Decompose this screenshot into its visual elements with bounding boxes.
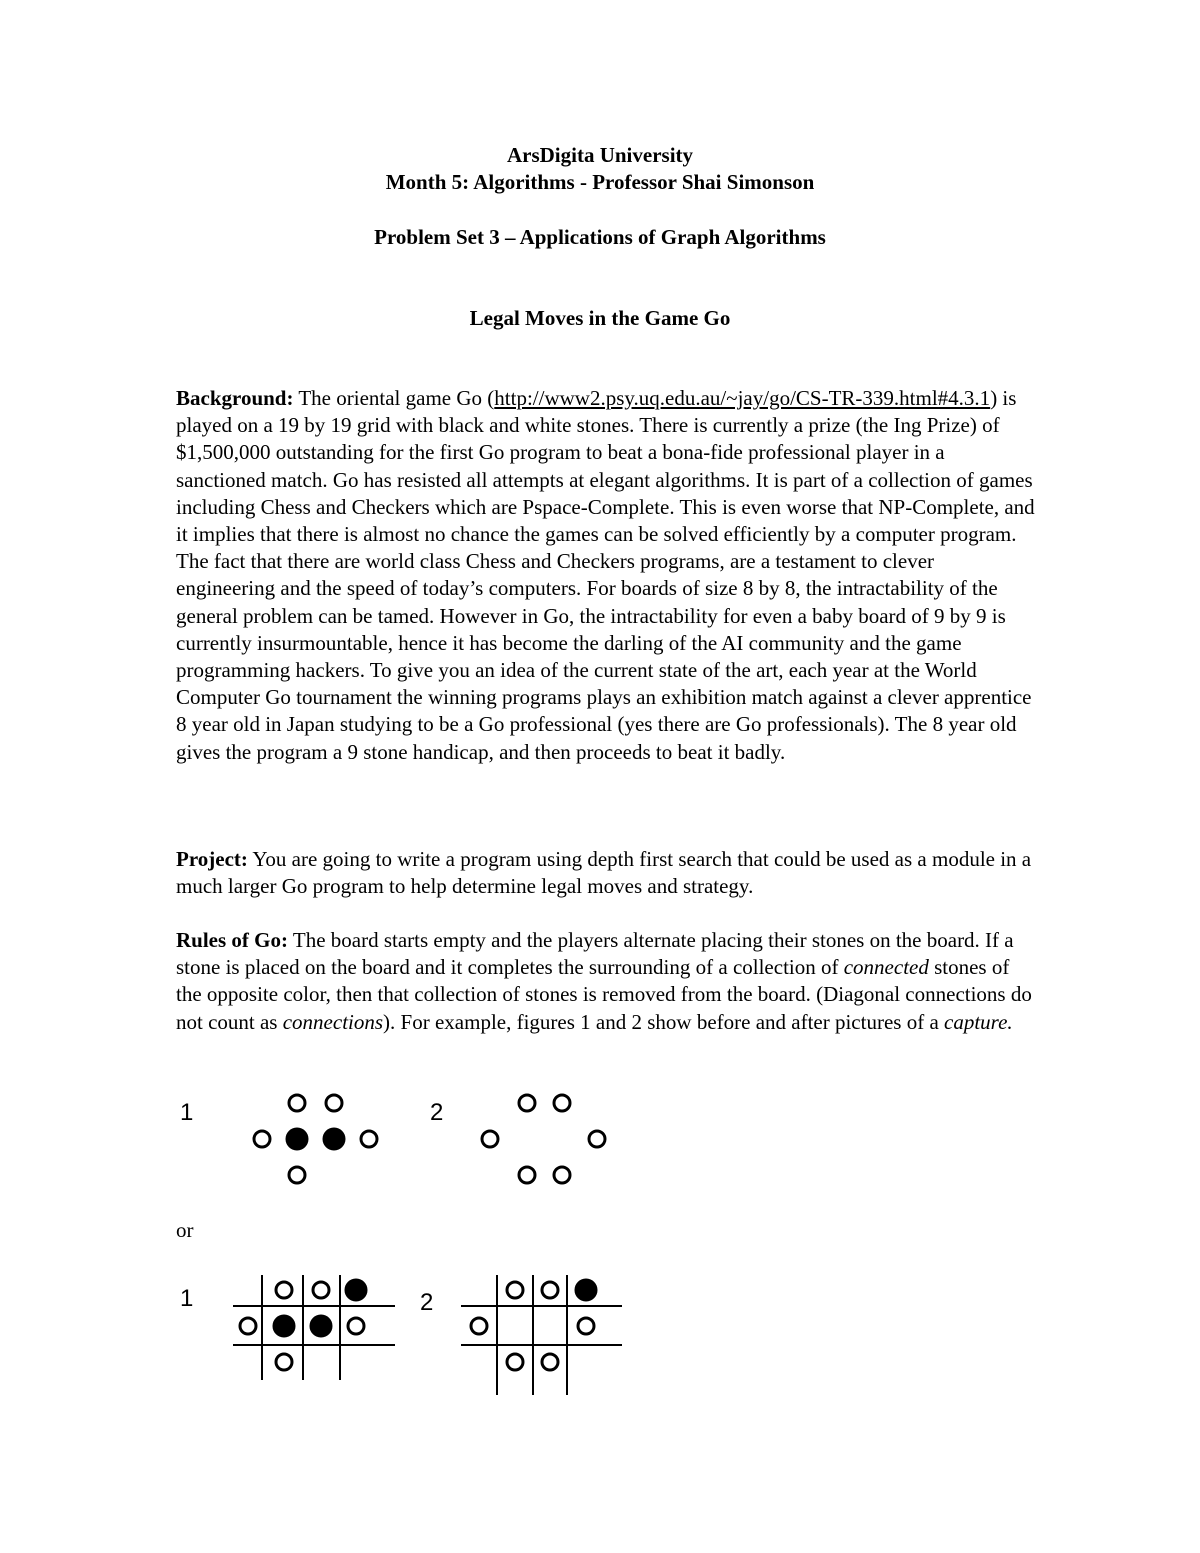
background-body: ) is played on a 19 by 19 grid with black and white stones. There is currently a prize (the Ing Prize) of $1,500,000 outstanding for the first Go program to beat a bona-fide professional player in a sanctioned match. Go has resisted all attempts at elegant algorithms. It is part of a collection of games including Chess and Checkers which are Pspace-Complete. This is even worse that NP-Complete, and it implies that there is almost no chance the games can be solved efficiently by a computer program. The fact that there are world class Chess and Checkers programs, are a testament to clever engineering and the speed of today’s computers. For boards of size 8 by 8, the intractability of the general problem can be tamed. However in Go, the intractability for even a baby board of 9 by 9 is currently insurmountable, hence it has become the darling of the AI community and the game programming hackers. To give you an idea of the current state of the art, each year at the World Computer Go tournament the winning programs plays an exhibition match against a clever apprentice 8 year old in Japan studying to be a Go professional (yes there are Go professionals). The 8 year old gives the program a 9 stone handicap, and then proceeds to beat it badly. [176, 386, 1035, 764]
rules-text-1: The board starts empty and the players alternate placing their stones on the board. If a stone is placed on the board and it completes the surrounding of a collection of [176, 928, 1014, 980]
white-stone [578, 1318, 594, 1334]
black-stone [346, 1280, 366, 1300]
white-stone [276, 1354, 292, 1370]
white-stone [589, 1131, 605, 1147]
problem-set-heading: Problem Set 3 – Applications of Graph Algorithms [374, 225, 826, 249]
rules-text-3: ). For example, figures 1 and 2 show before and after pictures of a [383, 1009, 945, 1034]
white-stone [519, 1095, 535, 1111]
grid-figure-1-label: 1 [180, 1285, 194, 1312]
figure-1-before-capture [254, 1095, 377, 1183]
white-stone [554, 1167, 570, 1183]
black-stone [274, 1316, 294, 1336]
white-stone [276, 1282, 292, 1298]
grid-figure-2 [461, 1275, 622, 1395]
background-intro: The oriental game Go ( [293, 386, 495, 410]
black-stone [576, 1280, 596, 1300]
white-stone [542, 1354, 558, 1370]
rules-em-capture: capture. [944, 1009, 1013, 1034]
white-stone [348, 1318, 364, 1334]
black-stone [311, 1316, 331, 1336]
rules-em-connected: connected [843, 955, 929, 980]
section-title: Legal Moves in the Game Go [469, 306, 731, 330]
white-stone [554, 1095, 570, 1111]
white-stone [471, 1318, 487, 1334]
rules-label: Rules of Go: [176, 928, 288, 952]
white-stone [507, 1282, 523, 1298]
white-stone [240, 1318, 256, 1334]
white-stone [289, 1095, 305, 1111]
rules-em-connections: connections [282, 1009, 384, 1034]
or-label: or [176, 1218, 194, 1242]
white-stone [519, 1167, 535, 1183]
grid-figure-2-label: 2 [420, 1289, 434, 1316]
figure-1-label: 1 [180, 1099, 194, 1126]
background-label: Background: [176, 386, 294, 410]
white-stone [289, 1167, 305, 1183]
white-stone [326, 1095, 342, 1111]
white-stone [254, 1131, 270, 1147]
rules-text-2: stones of the opposite color, then that collection of stones is removed from the board. (Diagonal connections do not count as [176, 955, 1032, 1034]
white-stone [361, 1131, 377, 1147]
white-stone [313, 1282, 329, 1298]
project-label: Project: [176, 847, 248, 871]
project-body: You are going to write a program using depth first search that could be used as a module in a much larger Go program to help determine legal moves and strategy. [176, 847, 1032, 899]
white-stone [542, 1282, 558, 1298]
black-stone [287, 1129, 307, 1149]
black-stone [324, 1129, 344, 1149]
course-heading: Month 5: Algorithms - Professor Shai Simonson [385, 170, 815, 194]
grid-figure-1 [233, 1275, 395, 1380]
institution-heading: ArsDigita University [506, 143, 694, 167]
white-stone [482, 1131, 498, 1147]
figure-2-after-capture [482, 1095, 605, 1183]
figure-2-label: 2 [430, 1099, 444, 1126]
white-stone [507, 1354, 523, 1370]
go-reference-link[interactable]: http://www2.psy.uq.edu.au/~jay/go/CS-TR-339.html#4.3.1 [494, 386, 991, 410]
